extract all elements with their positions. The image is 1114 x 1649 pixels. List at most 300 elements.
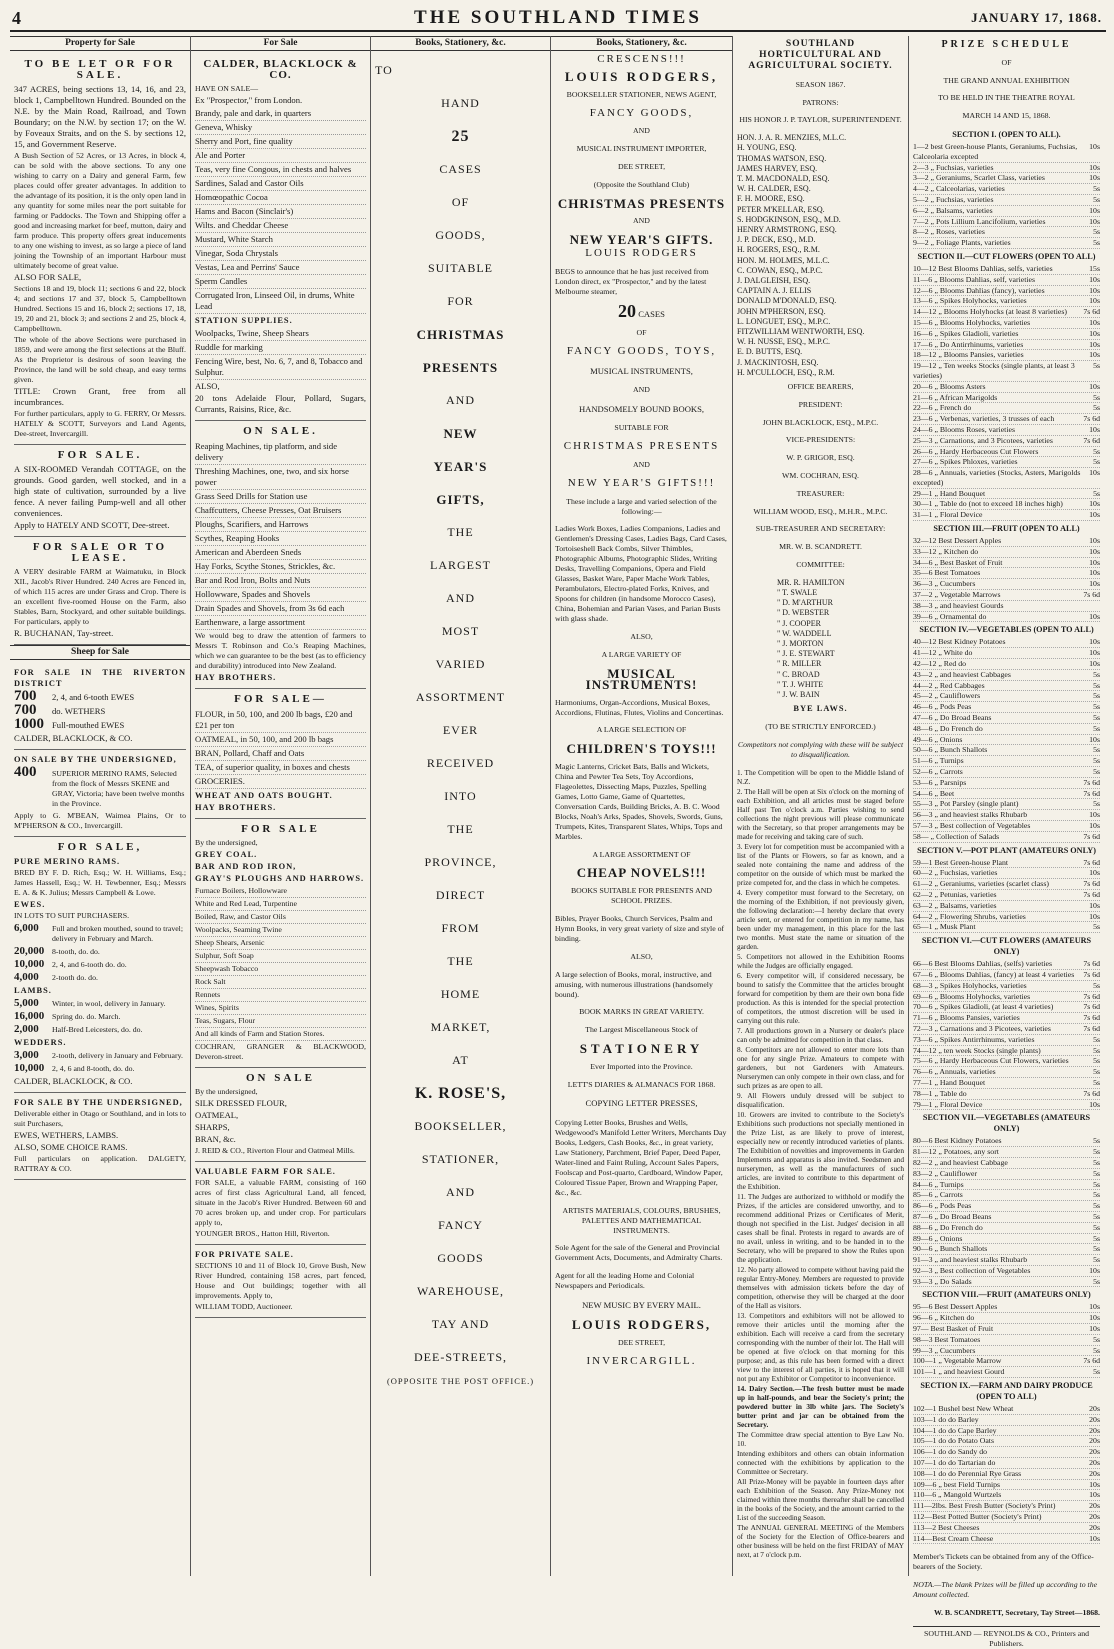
prize-amount: 10s	[1089, 317, 1100, 327]
sheep-desc: 2-tooth do. do.	[52, 973, 98, 982]
column-louis-rodgers	[550, 36, 732, 1576]
list-item: OATMEAL, in 50, 100, and 200 lb bags	[195, 733, 366, 747]
ad-word: FROM	[441, 921, 480, 935]
ad-word: (OPPOSITE THE POST OFFICE.)	[386, 1376, 535, 1386]
sheep-desc: Full and broken mouthed, sound to travel; delivery in February and March.	[52, 924, 184, 943]
prize-entry-text: 58— „ Collection of Salads	[913, 831, 1000, 841]
prize-amount: 10s	[1089, 900, 1100, 910]
prize-amount: 5s	[1093, 669, 1100, 679]
ad-text: The whole of the above Sections were purchased in 1859, and were among the first selections at the Bluff. As the Proprietor is desirous of soon leaving the Province, the land will be sold cheap, and easy terms given.	[14, 335, 186, 384]
prize-entry	[913, 1255, 1100, 1266]
list-item: And all kinds of Farm and Station Stores.	[195, 1028, 366, 1041]
prize-entry	[913, 601, 1100, 612]
ad-contact: Full particulars on application. DALGETY, RATTRAY & CO.	[14, 1154, 186, 1173]
prize-amount: 5s	[1093, 756, 1100, 766]
prize-entry-text: 33—12 „ Kitchen do	[913, 546, 979, 556]
prize-entry	[913, 1266, 1100, 1277]
cases-label: CASES	[638, 308, 665, 319]
sheep-desc: Spring do. do. March.	[52, 1012, 121, 1021]
prize-entry	[913, 195, 1100, 206]
prize-entry	[913, 868, 1100, 879]
prize-entry-text: 105—1 do do Potato Oats	[913, 1436, 994, 1446]
prize-entry-text: 96—6 „ Kitchen do	[913, 1313, 975, 1323]
prize-entry	[913, 1136, 1100, 1147]
bylaw: 1. The Competition will be open to the Middle Island of N.Z.	[737, 767, 904, 786]
prize-entry	[913, 489, 1100, 500]
prize-section-title: SECTION II.—CUT FLOWERS (OPEN TO ALL)	[917, 251, 1096, 261]
bylaw: 9. All Flowers unduly dressed will be subject to disqualification.	[737, 1090, 904, 1109]
prize-amount: 20s	[1089, 1404, 1100, 1414]
prize-amount: 10s	[1089, 499, 1100, 509]
bylaw: 11. The Judges are authorized to withhold or modify the Prizes, if the articles are considered unworthy, and to recommend additional Prizes or Certificates of Merit, though not specified in the List. Judges' decision in all cases shall be final. Protests in regard to awards are of no avail, unless in writing, and to be handed in to the Secretary, who will be prepared to show the Rules upon the application.	[737, 1191, 904, 1264]
prize-entry-text: 101—1 „ and heaviest Gourd	[913, 1367, 1005, 1377]
prize-entry	[913, 724, 1100, 735]
prize-amount: 5s	[1093, 680, 1100, 690]
prize-amount: 10s	[1089, 339, 1100, 349]
prize-entry-text: 47—6 „ Do Broad Beans	[913, 713, 992, 723]
ad-text: AND	[633, 385, 650, 395]
prize-entry-text: 71—6 „ Blooms Pansies, varieties	[913, 1013, 1020, 1023]
officers-label: OFFICE BEARERS,	[787, 382, 854, 392]
prize-amount: 7s 6d	[1083, 1356, 1100, 1366]
prize-entry	[913, 670, 1100, 681]
prize-entry	[913, 547, 1100, 558]
prize-entry-text: 45—2 „ Cauliflowers	[913, 691, 981, 701]
prize-amount: 7s 6d	[1083, 307, 1100, 317]
column-property-sheep	[10, 36, 190, 1576]
prize-entry	[913, 970, 1100, 981]
prize-amount: 10s	[1089, 424, 1100, 434]
ad-heading: CHILDREN'S TOYS!!!	[566, 741, 717, 757]
prize-entry-text: 73—6 „ Spikes Antirrhinums, varieties	[913, 1034, 1035, 1044]
prize-entry	[913, 329, 1100, 340]
list-item: Geneva, Whisky	[195, 121, 366, 135]
prize-entry	[913, 1002, 1100, 1013]
patron-name: J. MACKINTOSH, ESQ.	[737, 357, 819, 367]
prize-entry-text: 91—3 „ and heaviest stalks Rhubarb	[913, 1255, 1028, 1265]
prize-entry	[913, 832, 1100, 843]
ad-word: NEW	[443, 426, 478, 441]
prize-amount: 20s	[1089, 1447, 1100, 1457]
list-item: Corrugated Iron, Linseed Oil, in drums, White Lead	[195, 289, 366, 314]
prize-entry-text: 86—6 „ Pods Peas	[913, 1201, 972, 1211]
prize-entry-text: 35—6 Best Tomatoes	[913, 568, 981, 578]
prize-entry	[913, 436, 1100, 447]
sheep-desc: SUPERIOR MERINO RAMS, Selected from the flock of Messrs SKENE and GRAY, Victoria; have been twelve months in the Province.	[52, 769, 185, 808]
prize-entry	[913, 767, 1100, 778]
prize-entry-text: 74—12 „ ten week Stocks (single plants)	[913, 1045, 1041, 1055]
prize-entry	[913, 1234, 1100, 1245]
prize-entry	[913, 1512, 1100, 1523]
prize-entry	[913, 1223, 1100, 1234]
prize-section-title: SECTION III.—FRUIT (OPEN TO ALL)	[933, 524, 1080, 534]
patron-name: S. HODGKINSON, ESQ., M.D.	[737, 214, 841, 224]
sheep-count: 10,000	[14, 1062, 45, 1074]
sheep-row	[14, 1050, 186, 1061]
prize-entry-text: 63—2 „ Balsams, varieties	[913, 900, 997, 910]
prize-amount: 10s	[1089, 1479, 1100, 1489]
nota-note: NOTA.—The blank Prizes will be filled up according to the Amount collected.	[913, 1580, 1098, 1600]
ad-calder-blacklock	[195, 54, 366, 421]
sheep-row	[14, 1024, 186, 1035]
ad-word: AND	[446, 591, 475, 605]
committee-name: " J. W. BAIN	[777, 690, 820, 700]
prize-entry-text: 56—3 „ and heaviest stalks Rhubarb	[913, 810, 1028, 820]
prize-entry	[913, 1367, 1100, 1378]
prize-entry-text: 52—6 „ Carrots	[913, 767, 963, 777]
sheep-row	[14, 1011, 186, 1022]
prize-entry-text: 50—6 „ Bunch Shallots	[913, 745, 988, 755]
prize-entry-text: 43—2 „ and heaviest Cabbages	[913, 669, 1011, 679]
ad-text: BOOK MARKS IN GREAT VARIETY.	[579, 1007, 704, 1017]
ad-text: ALSO, SOME CHOICE RAMS.	[14, 1142, 128, 1152]
prize-amount: 10s	[1089, 1533, 1100, 1543]
prize-amount: 10s	[1089, 648, 1100, 658]
bylaw: 10. Growers are invited to contribute to the Society's Exhibitions such productions not specially mentioned in the Prize List, as are likely to prove of interest, especially new or recently introduced varieties of plants. The Exhibition of novelties and improvements in Garden Implements and apparatus is also invited. Seedsmen and nurserymen, as well as the manufacturers of such articles, are invited to contribute to this department of the Exhibition.	[737, 1109, 904, 1191]
prize-amount: 7s 6d	[1083, 788, 1100, 798]
prize-entry	[913, 447, 1100, 458]
bylaws-list	[737, 768, 904, 1559]
ad-text: LOUIS RODGERS	[585, 247, 698, 260]
prize-entry	[913, 307, 1100, 318]
prize-entry-text: 66—6 Best Blooms Dahlias, (selfs) varieties	[913, 959, 1053, 969]
prize-amount: 7s 6d	[1083, 969, 1100, 979]
prize-amount: 5s	[1093, 488, 1100, 498]
member-note: Member's Tickets can be obtained from any of the Office-bearers of the Society.	[913, 1552, 1094, 1572]
prize-entry	[913, 1046, 1100, 1057]
prize-section-title: SECTION VII.—VEGETABLES (AMATEURS ONLY)	[922, 1113, 1091, 1134]
prize-amount: 5s	[1093, 1034, 1100, 1044]
ad-text: AND	[633, 126, 650, 136]
patron-name: JAMES HARVEY, ESQ.	[737, 163, 818, 173]
prize-section-title: SECTION I. (OPEN TO ALL).	[952, 129, 1061, 139]
ad-heading: CHRISTMAS PRESENTS	[557, 195, 726, 211]
patron-name: HENRY ARMSTRONG, ESQ.	[737, 225, 837, 235]
ad-heading: FOR SALE—	[234, 693, 327, 705]
list-item: Chaffcutters, Cheese Presses, Oat Bruisers	[195, 504, 366, 518]
prize-entry	[913, 799, 1100, 810]
prize-amount: 10s	[1089, 868, 1100, 878]
prize-entry	[913, 1436, 1100, 1447]
prize-amount: 5s	[1093, 457, 1100, 467]
prize-entry	[913, 890, 1100, 901]
committee-list	[737, 578, 904, 700]
prize-amount: 5s	[1093, 922, 1100, 932]
prize-entry-text: 79—1 „ Floral Device	[913, 1099, 983, 1109]
prize-entry-text: 3—2 „ Geraniums, Scarlet Class, varieties	[913, 173, 1045, 183]
list-item: Fencing Wire, best, No. 6, 7, and 8, Tobacco and Sulphur.	[195, 355, 366, 380]
patron-name: C. COWAN, ESQ., M.P.C.	[737, 265, 823, 275]
patron-name: H. ROGERS, ESQ., R.M.	[737, 245, 820, 255]
prize-entry-text: 90—6 „ Bunch Shallots	[913, 1244, 988, 1254]
prize-entry-text: 1—2 best Green-house Plants, Geraniums, Fuchsias, Calceolaria excepted	[913, 141, 1078, 161]
prize-entry-text: 7—2 „ Pots Lillium Lancifolium, varieties	[913, 216, 1046, 226]
prize-entry-text: 69—6 „ Blooms Holyhocks, varieties	[913, 991, 1031, 1001]
list-item: BRAN, Pollard, Chaff and Oats	[195, 747, 366, 761]
bylaw: 3. Every lot for competition must be accompanied with a list of the Plants or Flowers, so far as known, and a sealed note containing the name and address of the competitor on the outside of which must be marked the prize competed for, and the class in which he competes.	[737, 841, 904, 887]
society-heading: SOUTHLAND HORTICULTURAL AND AGRICULTURAL SOCIETY.	[748, 39, 893, 71]
prize-entry-text: 6—2 „ Balsams, varieties	[913, 205, 993, 215]
prize-entry	[913, 1447, 1100, 1458]
bylaw: 4. Every competitor must forward to the Secretary, on the morning of the Exhibition, if not previously given, the following declaration:—I hereby declare that every article sent, or entered for competition in my name, has been under my management, in this place for the last two months. Must state the name or situation of the garden.	[737, 887, 904, 951]
prize-amount: 5s	[1093, 713, 1100, 723]
prize-entry	[913, 735, 1100, 746]
schedule-venue: TO BE HELD IN THE THEATRE ROYAL	[938, 93, 1075, 103]
ad-signature: CALDER, BLACKLOCK, & CO.	[14, 733, 133, 743]
prize-amount: 5s	[1093, 1168, 1100, 1178]
prize-amount: 5s	[1093, 1136, 1100, 1146]
prize-amount: 5s	[1093, 1056, 1100, 1066]
prize-entry-text: 82—2 „ and heaviest Cabbage	[913, 1157, 1008, 1167]
masthead	[10, 6, 1106, 32]
ad-pure-merino	[14, 837, 186, 1093]
ad-text: SECTIONS 10 and 11 of Block 10, Grove Bush, New River Hundred, containing 158 acres, part fenced, House and Out buildings; together with all improvements. Apply to,	[195, 1261, 366, 1300]
prize-entry	[913, 238, 1100, 249]
bylaw: The ANNUAL GENERAL MEETING of the Members of the Society for the Election of Office-bearers and other business will be held on the first FRIDAY of MAY next, at 7 o'clock p.m.	[737, 1522, 904, 1559]
ad-word: GIFTS,	[436, 492, 485, 507]
prize-entry	[913, 510, 1100, 521]
prize-amount: 5s	[1093, 799, 1100, 809]
prize-entry	[913, 612, 1100, 623]
prize-entry-text: 36—3 „ Cucumbers	[913, 579, 976, 589]
column-for-sale	[190, 36, 370, 1576]
prize-entry	[913, 206, 1100, 217]
secretary-name: MR. W. B. SCANDRETT.	[779, 542, 862, 552]
ad-text: A LARGE ASSORTMENT OF	[592, 849, 691, 859]
prize-amount: 7s 6d	[1083, 414, 1100, 424]
prize-entry	[913, 1277, 1100, 1288]
ad-text: OF	[636, 328, 647, 338]
ad-word: GOODS	[437, 1251, 484, 1265]
prize-amount: 20s	[1089, 1414, 1100, 1424]
ad-text: BEGS to announce that he has just received from London direct, ex "Prospector," and by the latest Melbourne steamer,	[555, 266, 709, 296]
list-item: Reaping Machines, tip platform, and side delivery	[195, 440, 366, 465]
ad-word: EVER	[442, 723, 479, 737]
prize-entry-text: 99—3 „ Cucumbers	[913, 1345, 976, 1355]
ad-text: DEE STREET,	[617, 1338, 666, 1348]
ad-text: FANCY GOODS, TOYS,	[566, 344, 717, 357]
list-item: Hams and Bacon (Sinclair's)	[195, 205, 366, 219]
ad-text: ALSO,	[630, 951, 653, 961]
prize-amount: 7s 6d	[1083, 777, 1100, 787]
prize-entry	[913, 568, 1100, 579]
list-item: Ale and Porter	[195, 149, 366, 163]
prize-entry-text: 62—2 „ Petunias, varieties	[913, 889, 997, 899]
ad-subheading: EWES.	[14, 900, 46, 909]
ad-merino-rams	[14, 750, 186, 837]
sheep-count: 16,000	[14, 1010, 45, 1022]
sheep-count: 6,000	[14, 922, 39, 934]
prize-entry	[913, 745, 1100, 756]
bylaw: 6. Every competitor will, if considered necessary, be bound to satisfy the Committee that the articles brought forward for competition by them are their own bona fide production. As this is intended for the special protection of competitors, the utmost discretion will be used in carrying out this rule.	[737, 970, 904, 1025]
list-item: Boiled, Raw, and Castor Oils	[195, 911, 366, 924]
prize-entry-text: 31—1 „ Floral Device	[913, 510, 983, 520]
prize-entry	[913, 403, 1100, 414]
sheep-row	[14, 972, 186, 983]
prize-entry-text: 110—6 „ Mangold Wurtzels	[913, 1490, 1002, 1500]
prize-entry	[913, 922, 1100, 933]
prize-entry-text: 55—3 „ Pot Parsley (single plant)	[913, 799, 1019, 809]
prize-entry	[913, 558, 1100, 569]
sheep-row	[14, 959, 186, 970]
prize-entry-text: 46—6 „ Pods Peas	[913, 702, 972, 712]
prize-amount: 5s	[1093, 1201, 1100, 1211]
ad-signature: COCHRAN, GRANGER & BLACKWOOD, Deveron-street.	[195, 1042, 366, 1061]
sheep-count: 20,000	[14, 945, 45, 957]
ad-heading: LOUIS RODGERS,	[571, 1317, 712, 1333]
prize-entry-text: 24—6 „ Blooms Roses, varieties	[913, 424, 1015, 434]
prize-entry	[913, 1469, 1100, 1480]
prize-entry	[913, 1426, 1100, 1437]
case-count: 20	[618, 300, 637, 321]
ad-contact: Apply to HATELY AND SCOTT, Dee-street.	[14, 520, 170, 530]
prize-amount: 5s	[1093, 446, 1100, 456]
prize-entry-text: 5—2 „ Fuchsias, varieties	[913, 194, 994, 204]
ad-heading: ON SALE BY THE UNDERSIGNED,	[14, 755, 177, 764]
prize-amount: 20s	[1089, 1458, 1100, 1468]
prize-entry-text: 78—1 „ Table do	[913, 1088, 967, 1098]
committee-name: " T. J. WHITE	[777, 679, 824, 689]
ad-word: CASES	[439, 162, 482, 176]
prize-entry-text: 38—3 „ and heaviest Gourds	[913, 600, 1004, 610]
list-item: Grass Seed Drills for Station use	[195, 490, 366, 504]
list-item: Sherry and Port, fine quality	[195, 135, 366, 149]
prize-entry	[913, 691, 1100, 702]
ad-heading: FOR SALE	[241, 823, 320, 835]
prize-amount: 5s	[1093, 227, 1100, 237]
prize-amount: 10s	[1089, 296, 1100, 306]
list-item: Sheep Shears, Arsenic	[195, 937, 366, 950]
ad-text: Agent for all the leading Home and Colonial Newspapers and Periodicals.	[555, 1271, 695, 1291]
prize-entry	[913, 912, 1100, 923]
prize-amount: 7s 6d	[1083, 1002, 1100, 1012]
prize-entry-text: 98—3 Best Tomatoes	[913, 1334, 981, 1344]
ad-text: By the undersigned,	[195, 838, 258, 847]
prize-entry	[913, 681, 1100, 692]
prize-entry	[913, 1035, 1100, 1046]
prize-amount: 10s	[1089, 810, 1100, 820]
patron-name: J. DALGLEISH, ESQ.	[737, 276, 811, 286]
ad-word: DEE-STREETS,	[414, 1350, 507, 1364]
prize-amount: 5s	[1093, 1334, 1100, 1344]
ad-riverton-sheep	[14, 663, 186, 750]
ad-text: EWES, WETHERS, LAMBS.	[14, 1130, 119, 1140]
prize-entry-text: 13—6 „ Spikes Holyhocks, varieties	[913, 296, 1027, 306]
ad-text: NEW MUSIC BY EVERY MAIL.	[582, 1299, 701, 1310]
prize-amount: 10s	[1089, 216, 1100, 226]
ad-text: 20 tons Adelaide Flour, Pollard, Sugars, Currants, Raisins, Rice, &c.	[195, 393, 366, 414]
prize-entry	[913, 1147, 1100, 1158]
prize-amount: 7s 6d	[1083, 1013, 1100, 1023]
ad-text: BOOKS SUITABLE FOR PRESENTS AND SCHOOL PRIZES.	[570, 886, 713, 906]
prize-entry-text: 18—12 „ Blooms Pansies, varieties	[913, 350, 1024, 360]
prize-amount: 10s	[1089, 611, 1100, 621]
prize-amount: 5s	[1093, 1367, 1100, 1377]
list-item: Ruddle for marking	[195, 341, 366, 355]
list-item: American and Aberdeen Sneds	[195, 546, 366, 560]
prize-entry-text: 76—6 „ Annuals, varieties	[913, 1067, 996, 1077]
prize-amount: 20s	[1089, 1436, 1100, 1446]
ad-word: THE	[447, 525, 474, 539]
ad-text: HAVE ON SALE—	[195, 84, 259, 93]
prize-entry	[913, 981, 1100, 992]
prize-section-title: SECTION IX.—FARM AND DAIRY PRODUCE (OPEN TO ALL)	[920, 1381, 1093, 1402]
patrons-label: PATRONS:	[802, 97, 839, 107]
ad-word: AND	[446, 393, 475, 407]
ad-text: Sections 18 and 19, block 11; sections 6 and 22, block 4; and sections 17 and 37, block 5, Campbelltown Hundred. Sections 15 and 16, block 2; sections 17, 18, 19, 20 and 21, block 3; and sections 2 and 25, block 4, Campbelltown.	[14, 284, 186, 333]
patron-name: HON. M. HOLMES, M.L.C.	[737, 255, 830, 265]
ad-text: Harmoniums, Organ-Accordions, Musical Boxes, Accordions, Flutinas, Flutes, Violins and Concertinas.	[555, 697, 724, 717]
ad-word: TAY AND	[431, 1317, 490, 1331]
ad-text: BOOKSELLER STATIONER, NEWS AGENT,	[566, 89, 717, 99]
prize-amount: 10s	[1089, 1324, 1100, 1334]
prize-entry	[913, 713, 1100, 724]
ad-word: STATIONER,	[421, 1152, 500, 1166]
list-item: GROCERIES.	[195, 775, 366, 789]
prize-entry	[913, 1190, 1100, 1201]
vp-name: W. P. GRIGOR, ESQ.	[786, 453, 855, 463]
patron-name: H. M'CULLOCH, ESQ., R.M.	[737, 367, 835, 377]
prize-amount: 10s	[1089, 821, 1100, 830]
prize-section-title: SECTION V.—POT PLANT (AMATEURS ONLY)	[917, 845, 1096, 855]
prize-amount: 10s	[1089, 911, 1100, 921]
printer-imprint: SOUTHLAND — REYNOLDS & CO., Printers and Publishers.	[913, 1626, 1100, 1649]
section-header-sheep: Sheep for Sale	[10, 645, 190, 660]
ad-word: INTO	[444, 789, 477, 803]
committee-name: MR. R. HAMILTON	[777, 577, 845, 587]
prize-amount: 10s	[1089, 659, 1100, 669]
prize-entry	[913, 1313, 1100, 1324]
ad-signature: WILLIAM TODD, Auctioneer.	[195, 1302, 293, 1311]
prize-entry	[913, 142, 1100, 163]
ad-text: (Opposite the Southland Club)	[593, 179, 690, 189]
prize-amount: 10s	[1089, 162, 1100, 172]
prize-entry	[913, 789, 1100, 800]
sheep-desc: do. WETHERS	[52, 706, 106, 716]
issue-date: JANUARY 17, 1868.	[971, 10, 1102, 25]
ad-text: Copying Letter Books, Brushes and Wells, Wedgewood's Manifold Letter Writers, Merchants Day Books, Ledgers, Cash Books, &c., in great variety, Law Stationery, Parchment, Brief Paper, Deed Paper, Water-lined and Faint Ruling, Account Sales Papers, Foolscap and Post-quarto, Cardboard, Window Paper, Coloured Tissue Paper, Brown and Wrapping Paper, &c., &c.	[555, 1117, 727, 1197]
prize-amount: 5s	[1093, 238, 1100, 248]
list-item: Earthenware, a large assortment	[195, 616, 366, 630]
ad-text: CRESCENS!!!	[597, 53, 686, 65]
ad-word: TO	[375, 63, 393, 77]
prize-amount: 7s 6d	[1083, 831, 1100, 841]
prize-entry-text: 11—6 „ Blooms Dahlias, self, varieties	[913, 274, 1036, 284]
vp-label: VICE-PRESIDENTS:	[785, 435, 856, 445]
prize-amount: 5s	[1093, 1157, 1100, 1167]
ad-text: DEE STREET,	[617, 161, 666, 171]
prize-entry-text: 72—3 „ Carnations and 3 Picotees, varieties	[913, 1023, 1051, 1033]
ad-text: TITLE: Crown Grant, free from all incumbrances.	[14, 386, 186, 407]
ad-word: FOR	[447, 294, 474, 308]
prize-amount: 20s	[1089, 1468, 1100, 1478]
prize-amount: 10s	[1089, 734, 1100, 744]
vp-name: WM. COCHRAN, ESQ.	[782, 471, 859, 481]
prize-entry-text: 114—Best Cream Cheese	[913, 1533, 994, 1543]
ad-text: Ever Imported into the Province.	[590, 1061, 693, 1071]
bylaw: 12. No party allowed to compete without having paid the regular Entry-Money. Members are requested to provide themselves with admission tickets before the day of competition, otherwise they will be charged at the door of the Hall as visitors.	[737, 1264, 904, 1310]
prize-amount: 5s	[1093, 1045, 1100, 1055]
ad-text: Magic Lanterns, Cricket Bats, Balls and Wickets, China and Pewter Tea Sets, Toy Accordions, Flageolettes, Dissecting Maps, Puzzles, Spelling Games, Lotto Game, Game of Quartettes, Conversation Cards, Building Bricks, A. B. C. Wood Blocks, Noah's Arks, Spades, Shovels, Swords, Guns, Trumpets, Kites, Transparent Slates, Whips, Tops and Marbles.	[555, 761, 723, 841]
prize-amount: 7s 6d	[1083, 959, 1100, 969]
ad-heading: FOR SALE.	[57, 449, 143, 461]
ad-text: A SIX-ROOMED Verandah COTTAGE, on the grounds. Good garden, well stocked, and in a high state of cultivation, surrounded by a live fence. A never failing Pump-well and all other conveniences.	[14, 464, 186, 518]
ad-word: PROVINCE,	[424, 855, 497, 869]
prize-entry-text: 100—1 „ Vegetable Marrow	[913, 1356, 1002, 1366]
schedule-exhibition: THE GRAND ANNUAL EXHIBITION	[943, 75, 1070, 85]
prize-entry-text: 108—1 do do Perennial Rye Grass	[913, 1468, 1022, 1478]
ad-heading: FOR SALE OR TO LEASE.	[32, 541, 168, 564]
